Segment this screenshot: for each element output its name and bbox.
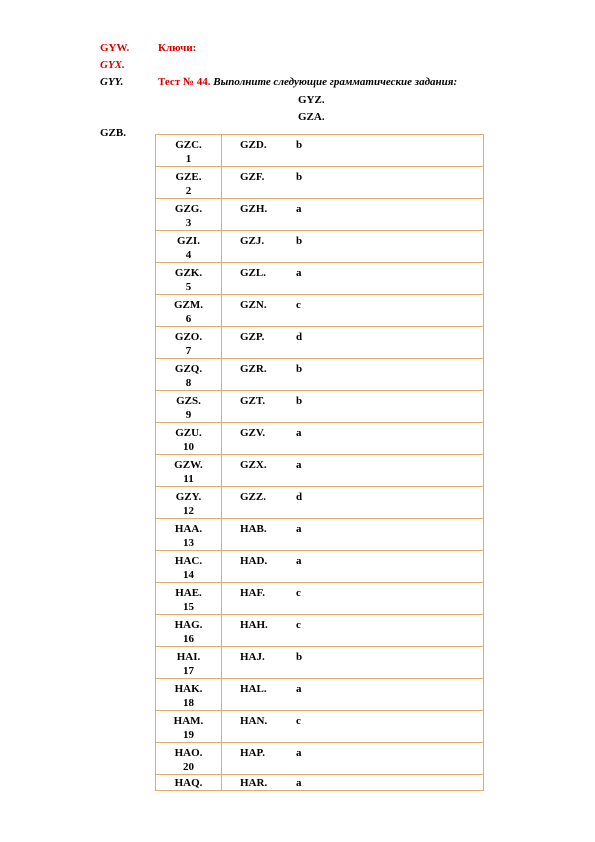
answer-cell (222, 615, 484, 647)
row-number: 5 (185, 281, 192, 293)
row-code: GZC. (175, 139, 202, 151)
answer-code: GZR. (240, 363, 267, 375)
answer-letter: b (296, 395, 303, 407)
answer-cell (222, 199, 484, 231)
answer-code: GZL. (240, 267, 266, 279)
row-code: HAI. (176, 651, 201, 663)
row-number: 14 (183, 569, 194, 581)
row-number: 2 (185, 185, 192, 197)
answer-cell (222, 231, 484, 263)
answer-code: GZZ. (240, 491, 266, 503)
row-number: 16 (183, 633, 194, 645)
answer-cell (222, 775, 484, 791)
row-number: 1 (185, 153, 192, 165)
answer-cell (222, 263, 484, 295)
answer-cell (222, 743, 484, 775)
row-number-cell (156, 519, 222, 551)
row-number-cell (156, 775, 222, 791)
answer-letter: a (296, 777, 302, 789)
answer-code: GZV. (240, 427, 266, 439)
table-row (156, 327, 484, 359)
row-number-cell (156, 615, 222, 647)
task-text: Выполните следующие грамматические задания: (213, 76, 458, 88)
row-number: 9 (185, 409, 192, 421)
row-number: 19 (183, 729, 194, 741)
answer-code: HAN. (240, 715, 268, 727)
row-number-cell (156, 135, 222, 167)
row-code: HAK. (174, 683, 203, 695)
test-heading (158, 76, 457, 88)
table-row (156, 711, 484, 743)
row-code: HAC. (174, 555, 203, 567)
row-number-cell (156, 647, 222, 679)
answer-cell (222, 519, 484, 551)
test-number: Тест № 44. (158, 76, 211, 88)
answer-code: HAB. (240, 523, 267, 535)
row-code: GZO. (174, 331, 203, 343)
table-row (156, 583, 484, 615)
answer-code: GZT. (240, 395, 266, 407)
table-row (156, 775, 484, 791)
table-row (156, 679, 484, 711)
answer-letter: a (296, 427, 302, 439)
row-number-cell (156, 583, 222, 615)
line3-code: GYY. (100, 76, 124, 88)
row-number: 3 (185, 217, 192, 229)
answer-letter: b (296, 651, 303, 663)
row-number: 8 (185, 377, 192, 389)
row-code: GZE. (175, 171, 202, 183)
table-row (156, 199, 484, 231)
row-number: 13 (183, 537, 194, 549)
row-number-cell (156, 359, 222, 391)
answer-cell (222, 679, 484, 711)
answer-letter: c (296, 715, 301, 727)
answer-letter: c (296, 299, 301, 311)
answer-cell (222, 167, 484, 199)
table-row (156, 743, 484, 775)
answer-code: HAP. (240, 747, 265, 759)
answer-letter: d (296, 331, 303, 343)
answer-letter: b (296, 235, 303, 247)
answer-cell (222, 359, 484, 391)
answer-code: GZH. (240, 203, 268, 215)
row-number: 6 (185, 313, 192, 325)
table-row (156, 487, 484, 519)
answer-letter: a (296, 523, 302, 535)
answer-letter: a (296, 267, 302, 279)
answer-cell (222, 551, 484, 583)
row-number-cell (156, 231, 222, 263)
table-row (156, 423, 484, 455)
answer-code: HAH. (240, 619, 268, 631)
answer-letter: b (296, 171, 303, 183)
row-number: 10 (183, 441, 194, 453)
row-code: GZQ. (174, 363, 203, 375)
answer-cell (222, 487, 484, 519)
row-number-cell (156, 487, 222, 519)
table-row (156, 455, 484, 487)
answer-code: GZJ. (240, 235, 265, 247)
row-number-cell (156, 551, 222, 583)
line2-code: GYX. (100, 59, 125, 71)
answer-cell (222, 391, 484, 423)
row-number-cell (156, 199, 222, 231)
row-number-cell (156, 743, 222, 775)
answer-letter: b (296, 363, 303, 375)
row-number-cell (156, 391, 222, 423)
row-code: GZM. (173, 299, 204, 311)
answer-code: HAD. (240, 555, 268, 567)
answer-code: GZN. (240, 299, 267, 311)
row-number: 15 (183, 601, 194, 613)
table-row (156, 263, 484, 295)
row-number: 20 (183, 761, 194, 773)
answer-letter: a (296, 203, 302, 215)
answer-letter: c (296, 587, 301, 599)
answer-key-body (156, 135, 484, 791)
row-code: HAA. (174, 523, 203, 535)
answer-letter: a (296, 555, 302, 567)
row-number-cell (156, 263, 222, 295)
answer-code: GZP. (240, 331, 265, 343)
row-code: HAM. (173, 715, 204, 727)
answer-cell (222, 647, 484, 679)
answer-code: GZF. (240, 171, 265, 183)
answer-letter: b (296, 139, 303, 151)
answer-letter: d (296, 491, 303, 503)
table-row (156, 135, 484, 167)
line1-code: GYW. (100, 42, 130, 54)
table-row (156, 295, 484, 327)
table-row (156, 519, 484, 551)
row-number-cell (156, 711, 222, 743)
table-row (156, 647, 484, 679)
answer-letter: a (296, 459, 302, 471)
row-number-cell (156, 679, 222, 711)
center-line-2: GZA. (298, 111, 325, 123)
answer-code: GZD. (240, 139, 267, 151)
table-label: GZB. (100, 127, 126, 139)
table-row (156, 167, 484, 199)
answer-cell (222, 583, 484, 615)
answer-code: GZX. (240, 459, 267, 471)
answer-code: HAJ. (240, 651, 265, 663)
answer-key-table (155, 134, 484, 791)
row-code: GZS. (176, 395, 201, 407)
center-line-1: GYZ. (298, 94, 325, 106)
keys-title: Ключи: (158, 42, 197, 54)
answer-letter: c (296, 619, 301, 631)
row-code: HAO. (174, 747, 203, 759)
table-row (156, 231, 484, 263)
row-number-cell (156, 455, 222, 487)
row-number-cell (156, 327, 222, 359)
table-row (156, 359, 484, 391)
table-row (156, 615, 484, 647)
row-code: GZK. (174, 267, 203, 279)
row-code: GZY. (175, 491, 202, 503)
row-number: 18 (183, 697, 194, 709)
answer-letter: a (296, 747, 302, 759)
row-code: GZI. (177, 235, 200, 247)
row-number-cell (156, 167, 222, 199)
table-row (156, 551, 484, 583)
answer-cell (222, 327, 484, 359)
answer-cell (222, 455, 484, 487)
row-number-cell (156, 423, 222, 455)
answer-cell (222, 423, 484, 455)
row-code: GZW. (174, 459, 203, 471)
row-number: 12 (183, 505, 194, 517)
row-code: HAG. (174, 619, 203, 631)
answer-code: HAL. (240, 683, 267, 695)
row-code: GZG. (174, 203, 203, 215)
answer-cell (222, 135, 484, 167)
row-code: GZU. (175, 427, 202, 439)
row-number: 17 (183, 665, 194, 677)
row-code: HAE. (175, 587, 202, 599)
answer-letter: a (296, 683, 302, 695)
table-row (156, 391, 484, 423)
row-number: 4 (185, 249, 192, 261)
row-code: HAQ. (174, 777, 203, 789)
row-number-cell (156, 295, 222, 327)
row-number: 7 (185, 345, 192, 357)
answer-cell (222, 711, 484, 743)
row-number: 11 (183, 473, 194, 485)
answer-code: HAR. (240, 777, 268, 789)
answer-cell (222, 295, 484, 327)
answer-code: HAF. (240, 587, 265, 599)
